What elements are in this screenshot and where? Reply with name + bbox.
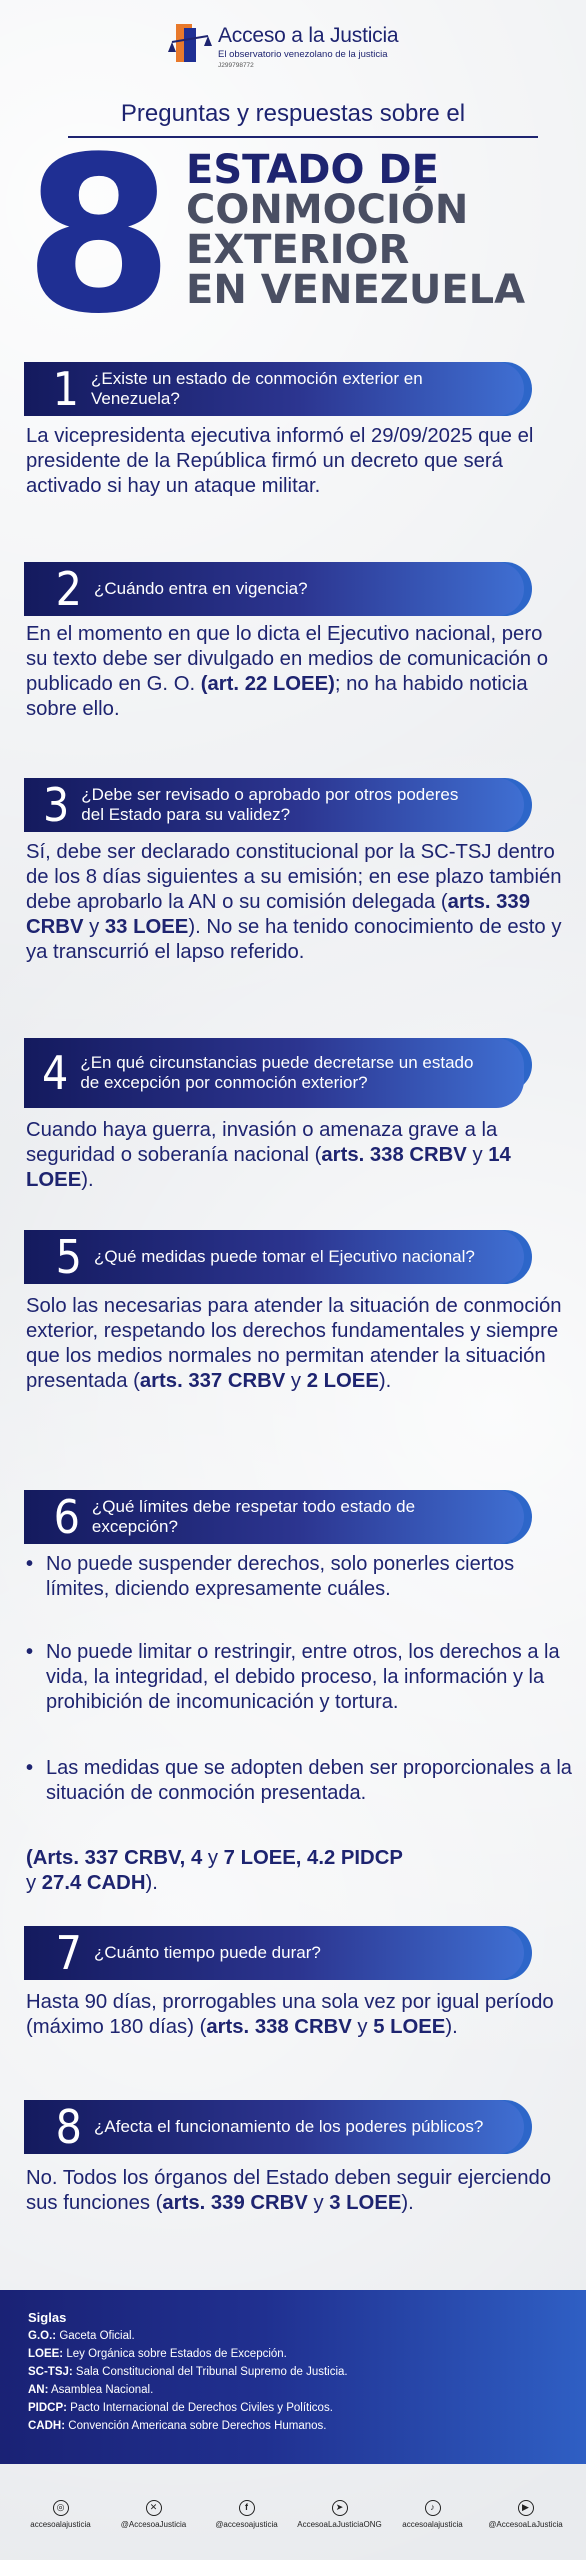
- tiktok-icon: ♪: [425, 2500, 441, 2516]
- page-subtitle: Preguntas y respuestas sobre el: [120, 100, 466, 127]
- legal-reference: arts. 337 CRBV: [139, 1370, 286, 1392]
- brand-logo[interactable]: [168, 20, 398, 78]
- question-text: ¿Cuánto tiempo puede durar?: [94, 1943, 321, 1962]
- bullet-item: • No puede suspender derechos, solo ponerles ciertos límites, diciendo expresamente cuáles.: [26, 1553, 515, 1600]
- legal-reference: arts. 339 CRBV: [162, 2192, 308, 2214]
- youtube-icon: ▶: [518, 2500, 534, 2516]
- social-link-telegram[interactable]: ➤ AccesoaLaJusticiaONG: [297, 2502, 382, 2529]
- legal-reference: 3 LOEE: [329, 2192, 402, 2214]
- legal-reference: arts. 338 CRBV: [206, 2016, 352, 2038]
- question-text: ¿Qué límites debe respetar todo estado de excepción?: [91, 1497, 416, 1536]
- question-bar-6: [24, 1490, 524, 1544]
- glossary-title: Siglas: [28, 2310, 67, 2325]
- glossary-row: PIDCP: Pacto Internacional de Derechos Civiles y Políticos.: [28, 2402, 333, 2414]
- brand-name: Acceso a la Justicia: [218, 24, 399, 47]
- question-bar-7: [24, 1926, 524, 1980]
- question-text: ¿Existe un estado de conmoción exterior en Venezuela?: [90, 369, 423, 408]
- answer-8: No. Todos los órganos del Estado deben seguir ejerciendo sus funciones (arts. 339 CRBV y 3 LOEE).: [26, 2167, 552, 2214]
- question-bar-2: [24, 562, 524, 616]
- question-text: ¿Qué medidas puede tomar el Ejecutivo nacional?: [94, 1247, 475, 1266]
- page-title: [186, 147, 526, 313]
- glossary-row: CADH: Convención Americana sobre Derechos Humanos.: [28, 2420, 327, 2432]
- title-line: EN VENEZUELA: [186, 267, 526, 313]
- question-number: 2: [55, 562, 82, 616]
- answer-3: Sí, debe ser declarado constitucional por la SC-TSJ dentro de los 8 días siguientes a su emisión; en ese plazo también debe aprobarlo la AN o su comisión delegada (arts. 339 CRBV y 33 LOEE). No se ha tenido conocimiento de esto y ya transcurrió el lapso referido.: [26, 841, 562, 963]
- scales-logo-icon: [168, 20, 212, 70]
- question-number: 1: [52, 362, 79, 416]
- question-bar-5: [24, 1230, 524, 1284]
- bullet-item: • Las medidas que se adopten deben ser proporcionales a la situación de conmoción presentada.: [26, 1757, 572, 1804]
- glossary-row: AN: Asamblea Nacional.: [28, 2384, 154, 2396]
- social-footer: [0, 2500, 586, 2560]
- instagram-icon: ◎: [53, 2500, 69, 2516]
- big-number: 8: [24, 110, 174, 361]
- title-line: EXTERIOR: [186, 227, 410, 273]
- answer-2: En el momento en que lo dicta el Ejecutivo nacional, pero su texto debe ser divulgado en medios de comunicación o publicado en G. O. (art. 22 LOEE); no ha habido noticia sobre ello.: [26, 623, 549, 720]
- brand-tagline: El observatorio venezolano de la justicia: [218, 49, 388, 60]
- question-number: 4: [42, 1046, 69, 1100]
- glossary-row: SC-TSJ: Sala Constitucional del Tribunal Supremo de Justicia.: [28, 2366, 348, 2378]
- question-bar-8: [24, 2100, 524, 2154]
- glossary-box: [0, 2290, 586, 2464]
- legal-reference: 5 LOEE: [373, 2016, 446, 2038]
- question-number: 3: [42, 778, 70, 832]
- legal-reference: (art. 22 LOEE): [200, 673, 335, 695]
- question-number: 6: [53, 1490, 80, 1544]
- social-link-facebook[interactable]: f @accesoajusticia: [215, 2502, 278, 2529]
- question-bar-3: [24, 778, 524, 832]
- answer-7: Hasta 90 días, prorrogables una sola vez por igual período (máximo 180 días) (arts. 338 CRBV y 5 LOEE).: [26, 1991, 554, 2038]
- x-icon: ✕: [146, 2500, 162, 2516]
- answer-6-references: (Arts. 337 CRBV, 4 y 7 LOEE, 4.2 PIDCP y 27.4 CADH).: [26, 1847, 403, 1894]
- question-text: ¿En qué circunstancias puede decretarse un estado de excepción por conmoción exterior?: [80, 1053, 474, 1092]
- answer-5: Solo las necesarias para atender la situación de conmoción exterior, respetando los derechos fundamentales y siempre que los medios normales no permitan atender la situación presentada (arts. 337 CRBV y 2 LOEE).: [26, 1295, 562, 1392]
- telegram-icon: ➤: [332, 2500, 348, 2516]
- social-link-x[interactable]: ✕ @AccesoaJusticia: [120, 2502, 187, 2529]
- legal-reference: 2 LOEE: [306, 1370, 379, 1392]
- legal-reference: arts. 338 CRBV: [321, 1144, 467, 1166]
- question-text: ¿Debe ser revisado o aprobado por otros poderes del Estado para su validez?: [81, 785, 459, 824]
- brand-id: J299798772: [218, 62, 254, 69]
- question-bar-4: [24, 1038, 524, 1108]
- legal-reference: 14 LOEE: [26, 1144, 511, 1191]
- question-text: ¿Cuándo entra en vigencia?: [94, 579, 308, 598]
- glossary-row: LOEE: Ley Orgánica sobre Estados de Excepción.: [28, 2348, 287, 2360]
- facebook-icon: f: [239, 2500, 255, 2516]
- legal-reference: 33 LOEE: [104, 916, 189, 938]
- title-line: ESTADO DE: [186, 147, 439, 193]
- social-link-tiktok[interactable]: ♪ accesoalajusticia: [402, 2502, 463, 2529]
- question-number: 7: [55, 1926, 82, 1980]
- answer-1: La vicepresidenta ejecutiva informó el 29/09/2025 que el presidente de la República firmó un decreto que será activado si hay un ataque militar.: [26, 425, 534, 497]
- question-number: 8: [55, 2100, 82, 2154]
- title-line: CONMOCIÓN: [186, 187, 469, 233]
- social-link-youtube[interactable]: ▶ @AccesoaLaJusticia: [488, 2502, 563, 2529]
- question-bar-1: [24, 362, 524, 416]
- social-link-instagram[interactable]: ◎ accesoalajusticia: [30, 2502, 91, 2529]
- bullet-item: • No puede limitar o restringir, entre otros, los derechos a la vida, la integridad, el debido proceso, la información y la prohibición de incomunicación y tortura.: [26, 1641, 560, 1713]
- legal-reference: arts. 339 CRBV: [26, 891, 530, 938]
- question-text: ¿Afecta el funcionamiento de los poderes públicos?: [94, 2117, 484, 2136]
- answer-4: Cuando haya guerra, invasión o amenaza grave a la seguridad o soberanía nacional (arts. 338 CRBV y 14 LOEE).: [26, 1119, 511, 1191]
- glossary-row: G.O.: Gaceta Oficial.: [28, 2330, 135, 2342]
- question-number: 5: [55, 1230, 82, 1284]
